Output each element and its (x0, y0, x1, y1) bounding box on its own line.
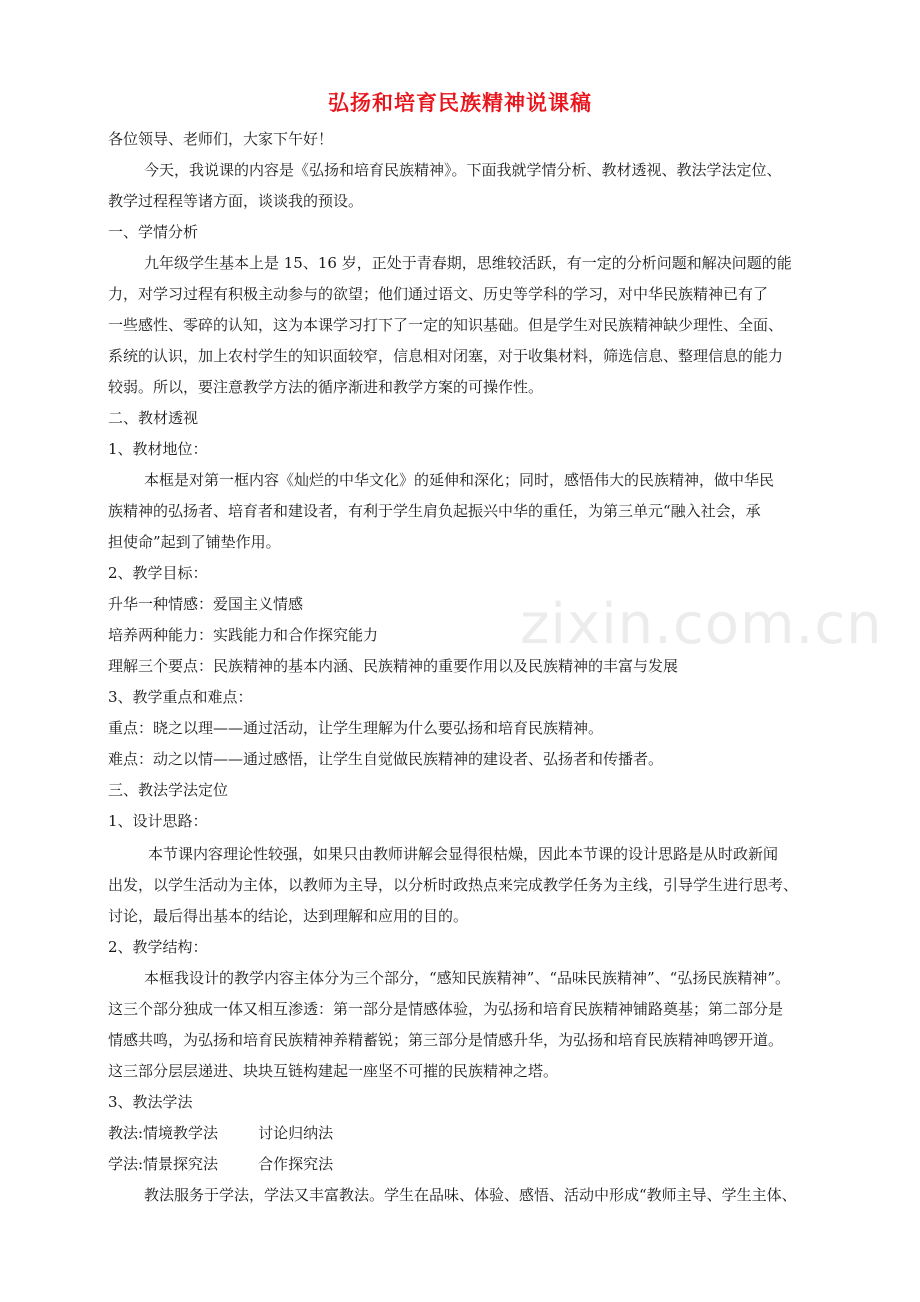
paragraph-line: 本框是对第一框内容《灿烂的中华文化》的延伸和深化；同时，感悟伟大的民族精神，做中华民 (144, 471, 775, 489)
paragraph-line: 情感共鸣，为弘扬和培育民族精神养精蓄锐；第三部分是情感升华，为弘扬和培育民族精神鸣锣开道。 (108, 1031, 784, 1049)
subsection-heading: 1、设计思路： (108, 812, 208, 830)
paragraph-line: 出发，以学生活动为主体，以教师为主导，以分析时政热点来完成教学任务为主线，引导学生进行思考、 (108, 876, 799, 894)
section-heading: 二、教材透视 (108, 409, 199, 427)
paragraph-line: 本框我设计的教学内容主体分为三个部分，“感知民族精神”、“品味民族精神”、“弘扬民族精神”。 (144, 969, 791, 987)
paragraph-line: 力，对学习过程有积极主动参与的欲望；他们通过语文、历史等学科的学习，对中华民族精神已有了 (108, 285, 769, 303)
method-line (108, 1149, 848, 1180)
section-heading: 三、教法学法定位 (108, 781, 229, 799)
greeting: 各位领导、老师们，大家下午好！ (108, 130, 334, 148)
paragraph-line: 讨论，最后得出基本的结论，达到理解和应用的目的。 (108, 907, 469, 925)
subsection-heading: 2、教学目标： (108, 564, 208, 582)
document-title: 弘扬和培育民族精神说课稿 (328, 91, 592, 115)
method-line (108, 1118, 848, 1149)
paragraph-line: 九年级学生基本上是 15、16 岁，正处于青春期，思维较活跃，有一定的分析问题和解决问题的能 (144, 254, 792, 272)
learning-method-2: 合作探究法 (258, 1155, 334, 1173)
watermark: zixin.com.cn (520, 592, 883, 657)
paragraph-line: 一些感性、零碎的认知，这为本课学习打下了一定的知识基础。但是学生对民族精神缺少理性、全面、 (108, 316, 784, 334)
section-heading: 一、学情分析 (108, 223, 199, 241)
teaching-method-2: 讨论归纳法 (258, 1124, 334, 1142)
paragraph-line: 这三部分层层递进、块块互链构建起一座坚不可摧的民族精神之塔。 (108, 1062, 559, 1080)
difficulty-line: 难点：动之以情——通过感悟，让学生自觉做民族精神的建设者、弘扬者和传播者。 (108, 750, 664, 768)
paragraph-line: 这三个部分独成一体又相互渗透：第一部分是情感体验，为弘扬和培育民族精神铺路奠基；第二部分是 (108, 1000, 784, 1018)
paragraph-line: 本节课内容理论性较强，如果只由教师讲解会显得很枯燥，因此本节课的设计思路是从时政新闻 (148, 845, 779, 863)
paragraph-line: 担使命”起到了铺垫作用。 (108, 533, 281, 551)
key-point-line: 重点：晓之以理——通过活动，让学生理解为什么要弘扬和培育民族精神。 (108, 719, 604, 737)
paragraph-line: 较弱。所以，要注意教学方法的循序渐进和教学方案的可操作性。 (108, 378, 544, 396)
subsection-heading: 2、教学结构： (108, 938, 208, 956)
paragraph-line: 族精神的弘扬者、培育者和建设者，有利于学生肩负起振兴中华的重任，为第三单元“融入社会，承 (108, 502, 761, 520)
teaching-method-1: 教法:情境教学法 (108, 1124, 219, 1142)
subsection-heading: 3、教学重点和难点： (108, 688, 253, 706)
goal-line: 升华一种情感：爱国主义情感 (108, 595, 304, 613)
paragraph-line: 系统的认识，加上农村学生的知识面较窄，信息相对闭塞，对于收集材料，筛选信息、整理信息的能力 (108, 347, 784, 365)
document-body (108, 124, 848, 1211)
learning-method-1: 学法:情景探究法 (108, 1155, 219, 1173)
subsection-heading: 3、教法学法 (108, 1093, 193, 1111)
subsection-heading: 1、教材地位： (108, 440, 208, 458)
goal-line: 培养两种能力：实践能力和合作探究能力 (108, 626, 379, 644)
goal-line: 理解三个要点：民族精神的基本内涵、民族精神的重要作用以及民族精神的丰富与发展 (108, 657, 679, 675)
paragraph-line: 教法服务于学法，学法又丰富教法。学生在品味、体验、感悟、活动中形成“教师主导、学生主体、 (144, 1186, 797, 1204)
paragraph-line: 今天，我说课的内容是《弘扬和培育民族精神》。下面我就学情分析、教材透视、教法学法定位、 (144, 161, 782, 179)
paragraph-line: 教学过程程等诸方面，谈谈我的预设。 (108, 192, 364, 210)
